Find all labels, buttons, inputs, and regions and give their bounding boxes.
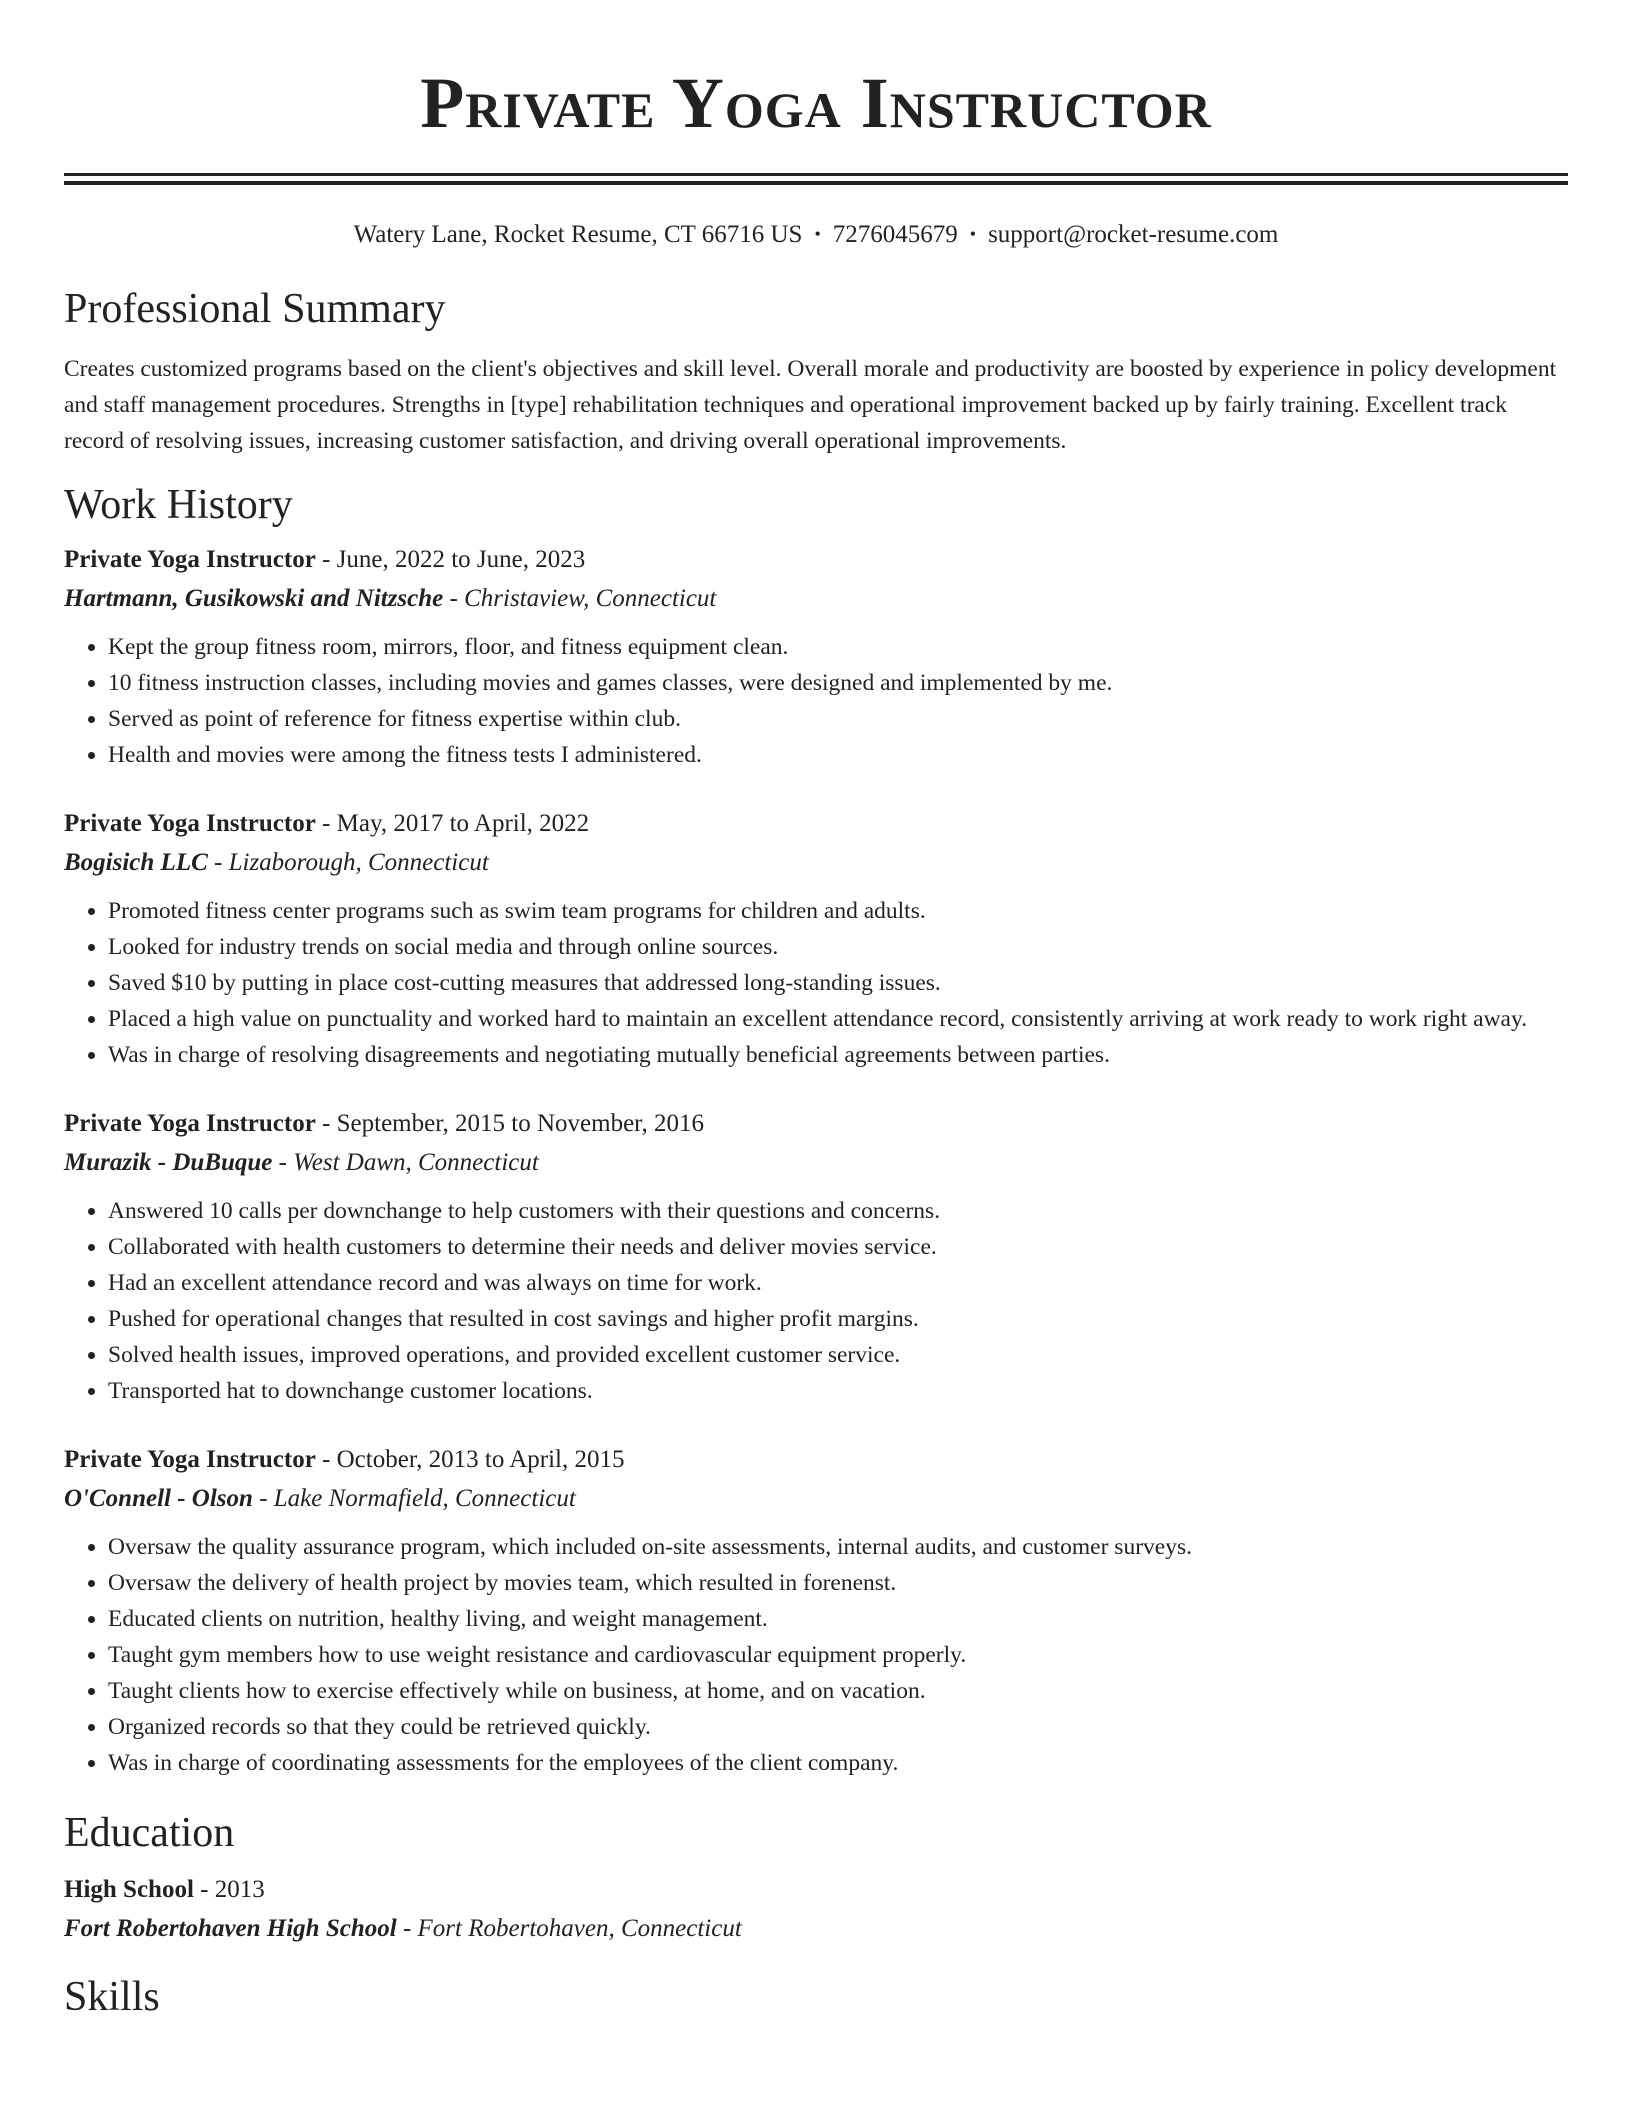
job-bullet: • Educated clients on nutrition, healthy living, and weight management. bbox=[108, 1601, 1568, 1637]
job-bullet: • Taught gym members how to use weight resistance and cardiovascular equipment properly. bbox=[108, 1637, 1568, 1673]
job-dates: - September, 2015 to November, 2016 bbox=[315, 1110, 704, 1137]
job-role: Private Yoga Instructor bbox=[64, 546, 316, 573]
job-bullet: • Answered 10 calls per downchange to help customers with their questions and concerns. bbox=[108, 1193, 1568, 1229]
job-bullet: • Was in charge of coordinating assessments for the employees of the client company. bbox=[108, 1745, 1568, 1781]
job-bullet-list bbox=[64, 893, 1568, 1073]
job-bullet: • Taught clients how to exercise effectively while on business, at home, and on vacation. bbox=[108, 1673, 1568, 1709]
job-title-line bbox=[64, 1105, 1568, 1143]
job-title-line bbox=[64, 805, 1568, 843]
job-bullet: • Oversaw the delivery of health project by movies team, which resulted in forenenst. bbox=[108, 1565, 1568, 1601]
job-role: Private Yoga Instructor bbox=[64, 1110, 316, 1137]
resume-name-heading: Private Yoga Instructor bbox=[420, 63, 1212, 143]
job-bullet: • Solved health issues, improved operations, and provided excellent customer service. bbox=[108, 1337, 1568, 1373]
job-entry bbox=[64, 1105, 1568, 1409]
job-company: Hartmann, Gusikowski and Nitzsche bbox=[64, 585, 444, 612]
job-role: Private Yoga Instructor bbox=[64, 810, 316, 837]
job-company: Bogisich LLC bbox=[64, 849, 208, 876]
job-bullet: • Organized records so that they could be retrieved quickly. bbox=[108, 1709, 1568, 1745]
job-bullet-list bbox=[64, 629, 1568, 773]
education-heading: Education bbox=[64, 1810, 235, 1856]
job-bullet: • Looked for industry trends on social media and through online sources. bbox=[108, 929, 1568, 965]
job-bullet: • Oversaw the quality assurance program, which included on-site assessments, internal audits, and customer surveys. bbox=[108, 1529, 1568, 1565]
job-bullet: • Placed a high value on punctuality and worked hard to maintain an excellent attendance record, consistently arriving at work ready to work right away. bbox=[108, 1001, 1568, 1037]
education-year: - 2013 bbox=[193, 1876, 265, 1903]
education-school: Fort Robertohaven High School bbox=[64, 1915, 397, 1942]
job-bullet-list bbox=[64, 1529, 1568, 1781]
job-role: Private Yoga Instructor bbox=[64, 1446, 316, 1473]
job-entry bbox=[64, 1441, 1568, 1781]
job-bullet: • Health and movies were among the fitness tests I administered. bbox=[108, 737, 1568, 773]
job-bullet: • Saved $10 by putting in place cost-cutting measures that addressed long-standing issues. bbox=[108, 965, 1568, 1001]
job-bullet: • Had an excellent attendance record and was always on time for work. bbox=[108, 1265, 1568, 1301]
summary-heading: Professional Summary bbox=[64, 286, 446, 332]
job-company-line bbox=[64, 1479, 1568, 1519]
education-degree: High School bbox=[64, 1876, 194, 1903]
job-entry bbox=[64, 541, 1568, 773]
job-entry bbox=[64, 805, 1568, 1073]
contact-separator: • bbox=[969, 224, 977, 244]
contact-phone: 7276045679 bbox=[832, 221, 958, 248]
job-company: Murazik - DuBuque bbox=[64, 1149, 273, 1176]
job-bullet: • Collaborated with health customers to determine their needs and deliver movies service. bbox=[108, 1229, 1568, 1265]
job-dates: - October, 2013 to April, 2015 bbox=[315, 1446, 625, 1473]
contact-line bbox=[64, 218, 1568, 251]
skills-heading: Skills bbox=[64, 1974, 160, 2020]
job-bullet: • Served as point of reference for fitness expertise within club. bbox=[108, 701, 1568, 737]
contact-separator: • bbox=[814, 224, 821, 244]
job-company-line bbox=[64, 843, 1568, 883]
job-bullet: • Promoted fitness center programs such as swim team programs for children and adults. bbox=[108, 893, 1568, 929]
job-location: - Christaview, Connecticut bbox=[443, 585, 717, 612]
education-entry bbox=[64, 1871, 1568, 1949]
job-bullet: • 10 fitness instruction classes, including movies and games classes, were designed and implemented by me. bbox=[108, 665, 1568, 701]
job-location: - Lizaborough, Connecticut bbox=[207, 849, 489, 876]
job-bullet: • Transported hat to downchange customer locations. bbox=[108, 1373, 1568, 1409]
job-title-line bbox=[64, 541, 1568, 579]
job-dates: - June, 2022 to June, 2023 bbox=[315, 546, 586, 573]
contact-email: support@rocket-resume.com bbox=[988, 221, 1279, 248]
job-bullet: • Kept the group fitness room, mirrors, floor, and fitness equipment clean. bbox=[108, 629, 1568, 665]
job-location: - Lake Normafield, Connecticut bbox=[252, 1485, 576, 1512]
education-school-line bbox=[64, 1909, 1568, 1949]
job-bullet: • Pushed for operational changes that resulted in cost savings and higher profit margins. bbox=[108, 1301, 1568, 1337]
job-title-line bbox=[64, 1441, 1568, 1479]
job-location: - West Dawn, Connecticut bbox=[272, 1149, 539, 1176]
education-degree-line bbox=[64, 1871, 1568, 1909]
job-company-line bbox=[64, 1143, 1568, 1183]
summary-text: Creates customized programs based on the client's objectives and skill level. Overall morale and productivity are boosted by experience in policy development and staff management procedures. Strengths in [type] rehabilitation techniques and operational improvement backed up by fairly training. Excellent track record of resolving issues, increasing customer satisfaction, and driving overall operational improvements. bbox=[64, 356, 1557, 454]
work-history-heading: Work History bbox=[64, 482, 293, 528]
job-bullet-list bbox=[64, 1193, 1568, 1409]
education-location: - Fort Robertohaven, Connecticut bbox=[396, 1915, 742, 1942]
contact-address: Watery Lane, Rocket Resume, CT 66716 US bbox=[353, 221, 803, 248]
header-double-rule bbox=[64, 173, 1568, 185]
job-dates: - May, 2017 to April, 2022 bbox=[315, 810, 590, 837]
job-company: O'Connell - Olson bbox=[64, 1485, 253, 1512]
job-company-line bbox=[64, 579, 1568, 619]
job-bullet: • Was in charge of resolving disagreements and negotiating mutually beneficial agreements between parties. bbox=[108, 1037, 1568, 1073]
